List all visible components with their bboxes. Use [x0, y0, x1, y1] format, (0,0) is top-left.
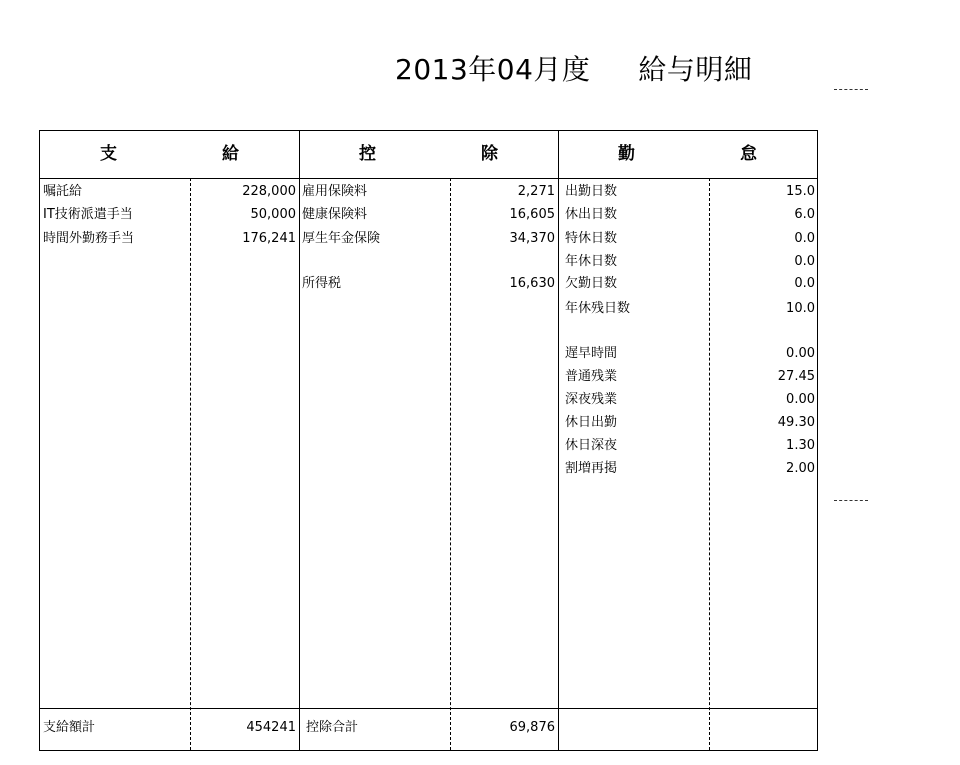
deduction-total-value: 69,876	[509, 720, 555, 735]
attendance-label: 年休日数	[565, 254, 618, 269]
header-payment: 支 給	[100, 144, 283, 164]
payment-value: 228,000	[242, 184, 296, 199]
dotted-mark-top	[834, 89, 868, 90]
attendance-value: 0.00	[786, 392, 815, 407]
deduction-label: 健康保険料	[302, 207, 368, 222]
totals-divider	[40, 708, 817, 709]
attendance-label: 休日深夜	[565, 438, 618, 453]
attendance-value: 15.0	[786, 184, 815, 199]
attendance-label: 出勤日数	[565, 184, 618, 199]
header-attendance: 勤 怠	[618, 144, 801, 164]
attendance-label: 割増再掲	[565, 461, 618, 476]
attendance-value: 0.0	[794, 231, 815, 246]
payment-label: 時間外勤務手当	[43, 231, 135, 246]
dotted-mark-middle	[834, 500, 868, 501]
attendance-label: 年休残日数	[565, 301, 631, 316]
payment-label: 嘱託給	[43, 184, 83, 199]
attendance-label: 休日出勤	[565, 415, 618, 430]
attendance-value: 49.30	[777, 415, 815, 430]
payment-value: 176,241	[242, 231, 296, 246]
payment-label: IT技術派遣手当	[43, 207, 133, 222]
attendance-label: 普通残業	[565, 369, 618, 384]
title-month: 2013年04月度	[395, 53, 591, 86]
payment-value: 50,000	[250, 207, 296, 222]
payslip-table	[39, 130, 818, 751]
attendance-value: 0.0	[794, 276, 815, 291]
attendance-value: 6.0	[794, 207, 815, 222]
payment-total-label: 支給額計	[43, 720, 96, 735]
deduction-value-divider	[450, 178, 451, 750]
title-doc-name: 給与明細	[638, 53, 753, 86]
deduction-label: 所得税	[302, 276, 342, 291]
attendance-value: 27.45	[777, 369, 815, 384]
payment-total-value: 454241	[246, 720, 296, 735]
attendance-value: 10.0	[786, 301, 815, 316]
attendance-value: 1.30	[786, 438, 815, 453]
header-divider	[40, 178, 817, 179]
attendance-label: 欠勤日数	[565, 276, 618, 291]
header-deduction: 控 除	[359, 144, 542, 164]
deduction-label: 雇用保険料	[302, 184, 368, 199]
deduction-total-label: 控除合計	[306, 720, 359, 735]
page-title	[395, 48, 815, 92]
attendance-value: 0.00	[786, 346, 815, 361]
deduction-value: 2,271	[517, 184, 555, 199]
payment-value-divider	[190, 178, 191, 750]
deduction-value: 16,605	[509, 207, 555, 222]
deduction-label: 厚生年金保険	[302, 231, 381, 246]
attendance-label: 特休日数	[565, 231, 618, 246]
attendance-label: 遅早時間	[565, 346, 618, 361]
attendance-label: 休出日数	[565, 207, 618, 222]
attendance-label: 深夜残業	[565, 392, 618, 407]
attendance-value: 0.0	[794, 254, 815, 269]
deduction-value: 34,370	[509, 231, 555, 246]
column-divider-2	[558, 131, 559, 750]
deduction-value: 16,630	[509, 276, 555, 291]
attendance-value: 2.00	[786, 461, 815, 476]
